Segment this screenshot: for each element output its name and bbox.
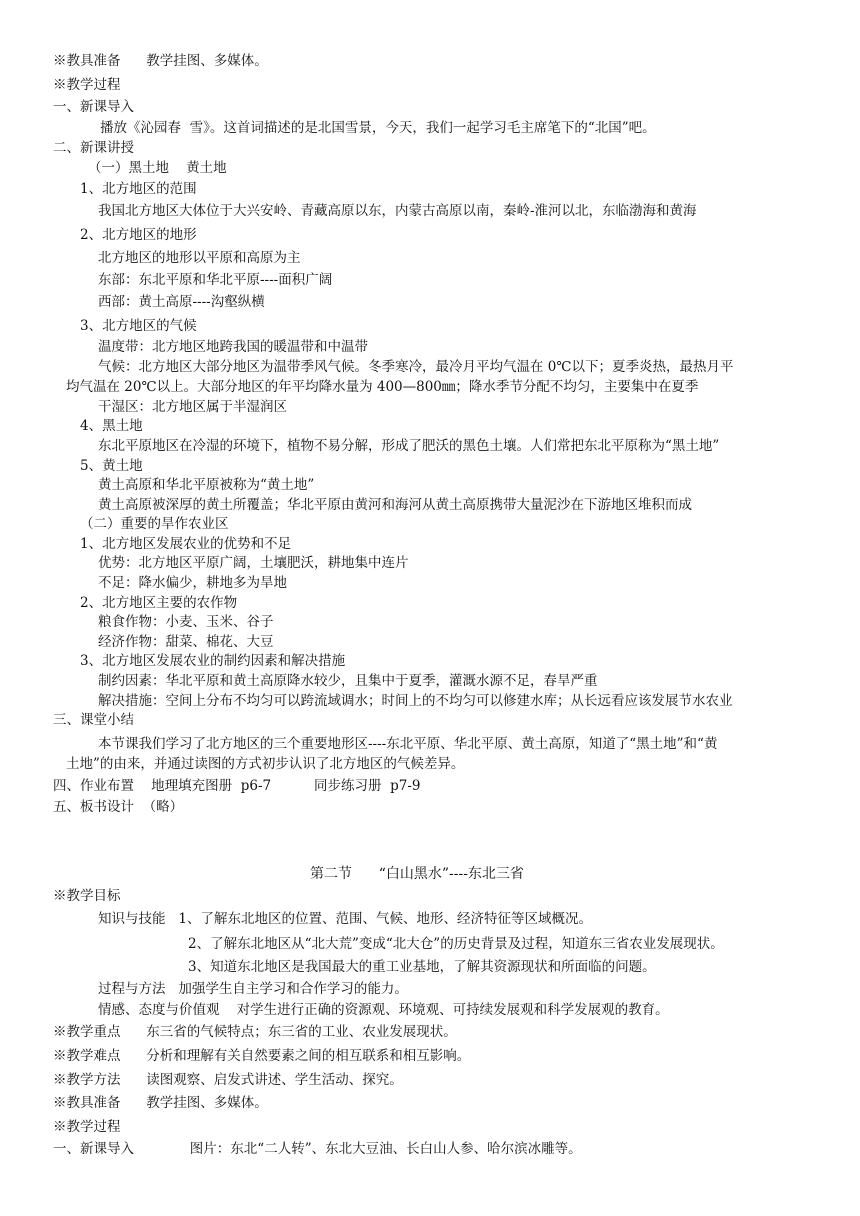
paragraph: 干湿区：北方地区属于半湿润区 [98, 399, 287, 415]
summary-heading: 三、课堂小结 [53, 712, 134, 728]
process-heading: ※教学过程 [53, 1119, 121, 1135]
paragraph: 气候：北方地区大部分地区为温带季风气候。冬季寒冷，最冷月平均气温在 0℃以下；夏季炎热，最热月平 [98, 359, 734, 375]
prep-line: ※教具准备 教学挂图、多媒体。 [53, 53, 268, 69]
paragraph: 土地”的由来，并通过读图的方式初步认识了北方地区的气候差异。 [66, 756, 465, 772]
paragraph: 黄土高原和华北平原被称为“黄土地” [98, 477, 315, 493]
paragraph: 东北平原地区在冷湿的环境下，植物不易分解，形成了肥沃的黑色土壤。人们常把东北平原称为“黑土地” [98, 438, 720, 454]
item-heading: 3、北方地区的气候 [80, 318, 197, 334]
paragraph: 我国北方地区大体位于大兴安岭、青藏高原以东，内蒙古高原以南，秦岭-淮河以北，东临渤海和黄海 [98, 203, 697, 219]
item-heading: 2、北方地区主要的农作物 [80, 595, 238, 611]
paragraph: 均气温在 20℃以上。大部分地区的年平均降水量为 400—800㎜；降水季节分配不均匀，主要集中在夏季 [66, 379, 699, 395]
paragraph: 西部：黄土高原----沟壑纵横 [98, 294, 265, 310]
difficulties-line: ※教学难点 分析和理解有关自然要素之间的相互联系和相互影响。 [53, 1048, 471, 1064]
paragraph: 温度带：北方地区地跨我国的暖温带和中温带 [98, 339, 368, 355]
homework-line: 四、作业布置 地理填充图册 p6-7 同步练习册 p7-9 [53, 778, 421, 794]
process-heading: ※教学过程 [53, 77, 121, 93]
paragraph: 粮食作物：小麦、玉米、谷子 [98, 614, 274, 630]
paragraph: 东部：东北平原和华北平原----面积广阔 [98, 272, 333, 288]
objective-item: 2、了解东北地区从“北大荒”变成“北大仓”的历史背景及过程，知道东三省农业发展现状。 [188, 936, 724, 952]
prep-line: ※教具准备 教学挂图、多媒体。 [53, 1095, 268, 1111]
intro-text: 播放《沁园春 雪》。这首词描述的是北国雪景，今天，我们一起学习毛主席笔下的“北国”吧。 [100, 120, 656, 136]
intro-heading: 一、新课导入 [53, 99, 134, 115]
objectives-heading: ※教学目标 [53, 888, 121, 904]
methods-line: ※教学方法 读图观察、启发式讲述、学生活动、探究。 [53, 1072, 403, 1088]
objective-item: 过程与方法 加强学生自主学习和合作学习的能力。 [98, 981, 408, 997]
paragraph: 不足：降水偏少，耕地多为旱地 [98, 575, 287, 591]
paragraph: 黄土高原被深厚的黄土所覆盖；华北平原由黄河和海河从黄土高原携带大量泥沙在下游地区堆积而成 [98, 497, 692, 513]
intro-heading: 一、新课导入 图片：东北“二人转”、东北大豆油、长白山人参、哈尔滨冰雕等。 [53, 1141, 582, 1157]
paragraph: 本节课我们学习了北方地区的三个重要地形区----东北平原、华北平原、黄土高原，知道了“黑土地”和“黄 [98, 736, 718, 752]
objective-item: 情感、态度与价值观 对学生进行正确的资源观、环境观、可持续发展观和科学发展观的教育。 [98, 1002, 669, 1018]
paragraph: 北方地区的地形以平原和高原为主 [98, 250, 301, 266]
paragraph: 制约因素：华北平原和黄土高原降水较少，且集中于夏季，灌溉水源不足，春旱严重 [98, 673, 598, 689]
subsection-heading: （一）黑土地 黄土地 [88, 160, 227, 176]
board-design-line: 五、板书设计 （略） [53, 799, 184, 815]
item-heading: 5、黄土地 [80, 458, 143, 474]
item-heading: 1、北方地区的范围 [80, 181, 197, 197]
paragraph: 优势：北方地区平原广阔，土壤肥沃，耕地集中连片 [98, 555, 409, 571]
item-heading: 4、黑土地 [80, 418, 143, 434]
objective-item: 知识与技能 1、了解东北地区的位置、范围、气候、地形、经济特征等区域概况。 [98, 911, 592, 927]
key-points-line: ※教学重点 东三省的气候特点；东三省的工业、农业发展现状。 [53, 1024, 457, 1040]
section-title: 第二节 “白山黑水”----东北三省 [310, 866, 524, 882]
lecture-heading: 二、新课讲授 [53, 140, 134, 156]
item-heading: 3、北方地区发展农业的制约因素和解决措施 [80, 653, 346, 669]
paragraph: 经济作物：甜菜、棉花、大豆 [98, 634, 274, 650]
item-heading: 1、北方地区发展农业的优势和不足 [80, 536, 292, 552]
objective-item: 3、知道东北地区是我国最大的重工业基地，了解其资源现状和所面临的问题。 [188, 959, 656, 975]
subsection-heading: （二）重要的旱作农业区 [80, 516, 229, 532]
item-heading: 2、北方地区的地形 [80, 227, 197, 243]
paragraph: 解决措施：空间上分布不均匀可以跨流域调水；时间上的不均匀可以修建水库；从长远看应该发展节水农业 [98, 693, 733, 709]
